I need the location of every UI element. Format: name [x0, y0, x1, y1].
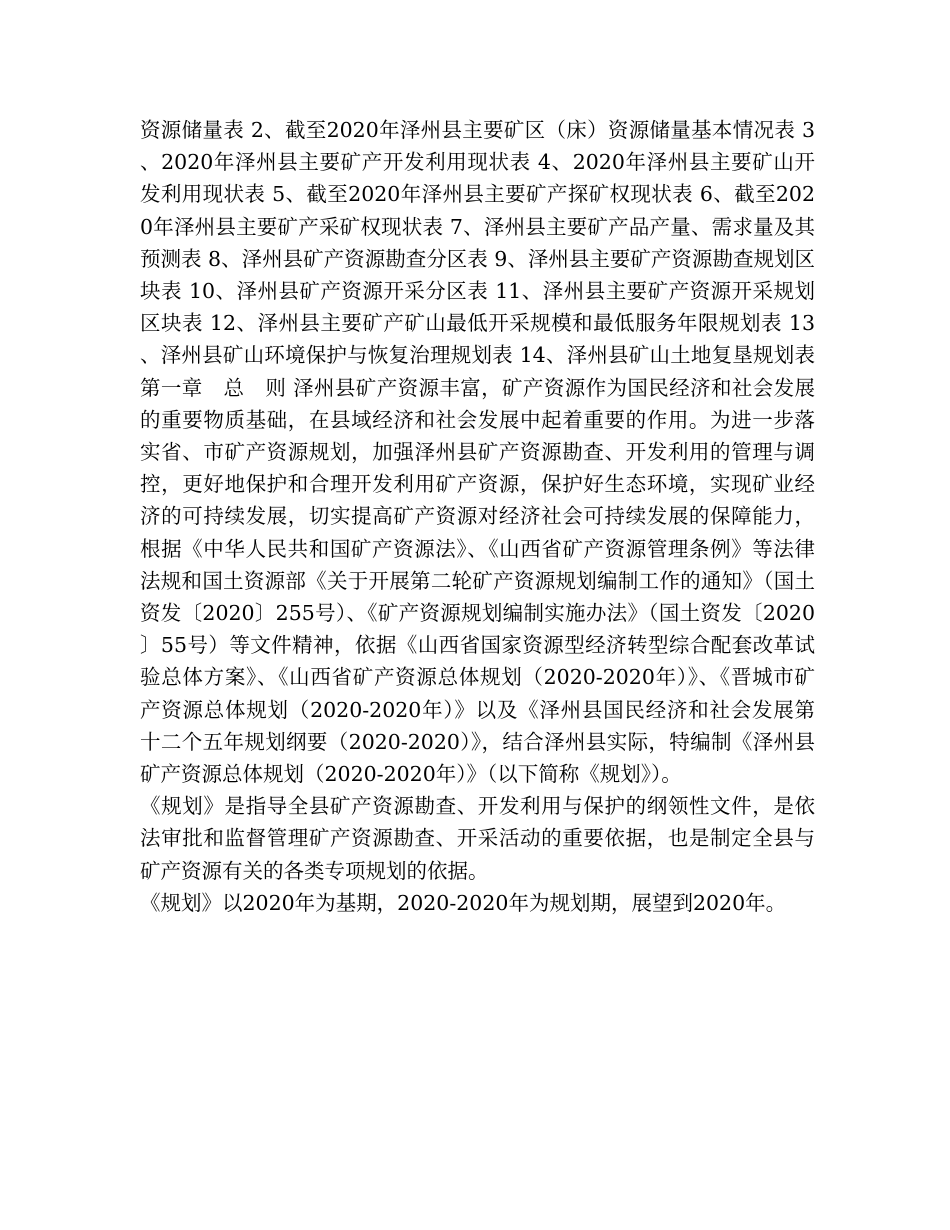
document-page [140, 114, 856, 919]
document-paragraph-2: 《规划》是指导全县矿产资源勘查、开发利用与保护的纲领性文件，是依法审批和监督管理矿产资源勘查、开采活动的重要依据，也是制定全县与矿产资源有关的各类专项规划的依据。 [140, 794, 815, 883]
document-paragraph-1: 资源储量表 2、截至2020年泽州县主要矿区（床）资源储量基本情况表 3、2020年泽州县主要矿产开发利用现状表 4、2020年泽州县主要矿山开发利用现状表 5、截至2020年泽州县主要矿产探矿权现状表 6、截至2020年泽州县主要矿产采矿权现状表 7、泽州县主要矿产品产量、需求量及其预测表 8、泽州县矿产资源勘查分区表 9、泽州县主要矿产资源勘查规划区块表 10、泽州县矿产资源开采分区表 11、泽州县主要矿产资源开采规划区块表 12、泽州县主要矿产矿山最低开采规模和最低服务年限规划表 13、泽州县矿山环境保护与恢复治理规划表 14、泽州县矿山土地复垦规划表 第一章 总 则 泽州县矿产资源丰富，矿产资源作为国民经济和社会发展的重要物质基础，在县域经济和社会发展中起着重要的作用。为进一步落实省、市矿产资源规划，加强泽州县矿产资源勘查、开发利用的管理与调控，更好地保护和合理开发利用矿产资源，保护好生态环境，实现矿业经济的可持续发展，切实提高矿产资源对经济社会可持续发展的保障能力，根据《中华人民共和国矿产资源法》、《山西省矿产资源管理条例》等法律法规和国土资源部《关于开展第二轮矿产资源规划编制工作的通知》（国土资发〔2020〕255号）、《矿产资源规划编制实施办法》（国土资发〔2020〕55号）等文件精神，依据《山西省国家资源型经济转型综合配套改革试验总体方案》、《山西省矿产资源总体规划（2020-2020年）》、《晋城市矿产资源总体规划（2020-2020年）》以及《泽州县国民经济和社会发展第十二个五年规划纲要（2020-2020）》，结合泽州县实际，特编制《泽州县矿产资源总体规划（2020-2020年）》（以下简称《规划》）。 [140, 118, 856, 787]
document-paragraph-3: 《规划》以2020年为基期，2020-2020年为规划期，展望到2020年。 [140, 890, 787, 915]
